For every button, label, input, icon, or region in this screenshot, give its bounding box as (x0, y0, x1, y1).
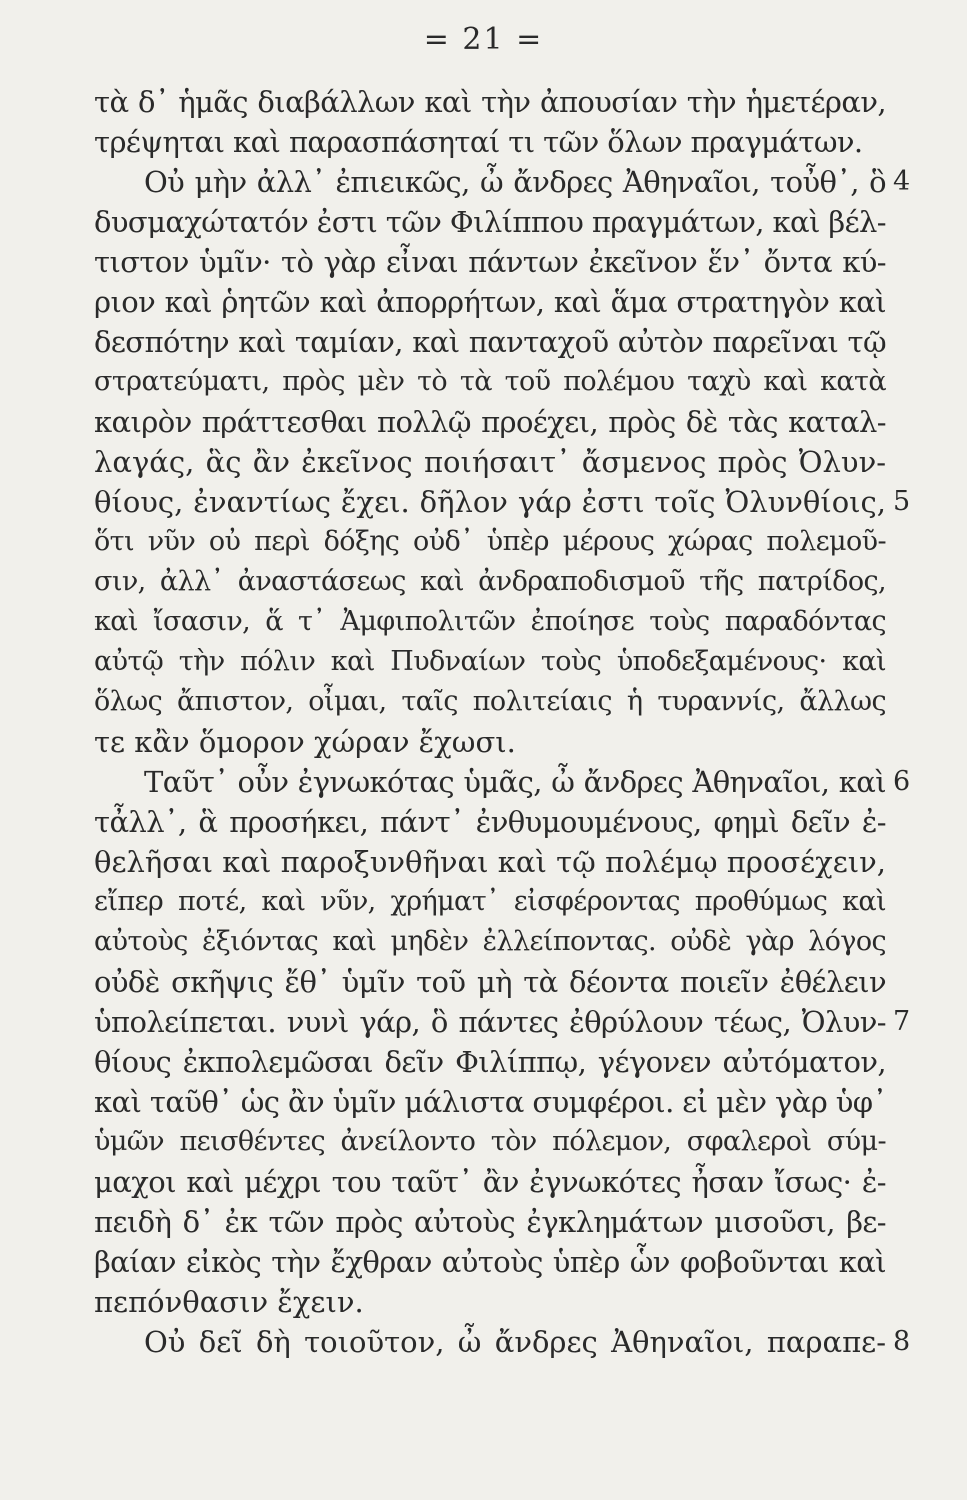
text-line: δεσπότην καὶ ταμίαν, καὶ πανταχοῦ αὐτὸν παρεῖναι τῷ (94, 325, 886, 359)
text-line: καὶ ἴσασιν, ἅ τ᾽ Ἀμφιπολιτῶν ἐποίησε τοὺς παραδόντας (94, 606, 886, 637)
section-number: 6 (893, 766, 911, 797)
text-line: Ταῦτ᾽ οὖν ἐγνωκότας ὑμᾶς, ὦ ἄνδρες Ἀθηναῖοι, καὶ (144, 765, 886, 799)
text-line: δυσμαχώτατόν ἐστι τῶν Φιλίππου πραγμάτων, καὶ βέλ- (94, 205, 886, 239)
text-line: τὰ δ᾽ ἡμᾶς διαβάλλων καὶ τὴν ἀπουσίαν τὴν ἡμετέραν, (94, 85, 886, 119)
text-line: ὑπολείπεται. νυνὶ γάρ, ὃ πάντες ἐθρύλουν τέως, Ὀλυν- (94, 1005, 886, 1039)
text-line: εἴπερ ποτέ, καὶ νῦν, χρήματ᾽ εἰσφέροντας προθύμως καὶ (94, 886, 886, 917)
section-number: 5 (893, 486, 911, 517)
text-line: σιν, ἀλλ᾽ ἀναστάσεως καὶ ἀνδραποδισμοῦ τῆς πατρίδος, (94, 566, 886, 597)
text-line: πειδὴ δ᾽ ἐκ τῶν πρὸς αὐτοὺς ἐγκλημάτων μισοῦσι, βε- (94, 1205, 886, 1239)
text-line: καιρὸν πράττεσθαι πολλῷ προέχει, πρὸς δὲ τὰς καταλ- (94, 405, 886, 439)
text-line: πεπόνθασιν ἔχειν. (94, 1285, 364, 1319)
section-number: 7 (893, 1006, 911, 1037)
text-line: Οὐ δεῖ δὴ τοιοῦτον, ὦ ἄνδρες Ἀθηναῖοι, παραπε- (144, 1325, 886, 1359)
text-line: μαχοι καὶ μέχρι του ταῦτ᾽ ἂν ἐγνωκότες ἦσαν ἴσως· ἐ- (94, 1165, 886, 1199)
page-number: = 21 = (423, 22, 544, 57)
text-line: τἆλλ᾽, ἃ προσήκει, πάντ᾽ ἐνθυμουμένους, φημὶ δεῖν ἐ- (94, 805, 886, 839)
text-line: ὅλως ἄπιστον, οἶμαι, ταῖς πολιτείαις ἡ τυραννίς, ἄλλως (94, 686, 886, 717)
text-line: τρέψηται καὶ παρασπάσηταί τι τῶν ὅλων πραγμάτων. (94, 125, 863, 159)
text-line: βαίαν εἰκὸς τὴν ἔχθραν αὐτοὺς ὑπὲρ ὧν φοβοῦνται καὶ (94, 1245, 886, 1279)
text-line: τε κἂν ὅμορον χώραν ἔχωσι. (94, 725, 516, 759)
text-line: λαγάς, ἃς ἂν ἐκεῖνος ποιήσαιτ᾽ ἄσμενος πρὸς Ὀλυν- (94, 445, 886, 479)
section-number: 8 (893, 1326, 911, 1357)
text-line: Οὐ μὴν ἀλλ᾽ ἐπιεικῶς, ὦ ἄνδρες Ἀθηναῖοι, τοὖθ᾽, ὃ (144, 165, 886, 199)
text-line: ὑμῶν πεισθέντες ἀνείλοντο τὸν πόλεμον, σφαλεροὶ σύμ- (94, 1126, 886, 1157)
text-line: στρατεύματι, πρὸς μὲν τὸ τὰ τοῦ πολέμου ταχὺ καὶ κατὰ (94, 366, 886, 397)
text-line: θελῆσαι καὶ παροξυνθῆναι καὶ τῷ πολέμῳ προσέχειν, (94, 845, 886, 879)
text-line: αὐτοὺς ἐξιόντας καὶ μηδὲν ἐλλείποντας. οὐδὲ γὰρ λόγος (94, 926, 886, 957)
text-line: καὶ ταῦθ᾽ ὡς ἂν ὑμῖν μάλιστα συμφέροι. εἰ μὲν γὰρ ὑφ᾽ (94, 1085, 887, 1119)
text-line: αὐτῷ τὴν πόλιν καὶ Πυδναίων τοὺς ὑποδεξαμένους· καὶ (94, 646, 886, 677)
text-line: θίους, ἐναντίως ἔχει. δῆλον γάρ ἐστι τοῖς Ὀλυνθίοις, (94, 485, 886, 519)
text-line: θίους ἐκπολεμῶσαι δεῖν Φιλίππῳ, γέγονεν αὐτόματον, (94, 1045, 886, 1079)
text-line: τιστον ὑμῖν· τὸ γὰρ εἶναι πάντων ἐκεῖνον ἕν᾽ ὄντα κύ- (94, 245, 886, 279)
text-block (94, 82, 886, 1362)
text-line: ριον καὶ ῥητῶν καὶ ἀπορρήτων, καὶ ἅμα στρατηγὸν καὶ (94, 285, 886, 319)
section-number: 4 (893, 166, 911, 197)
text-line: ὅτι νῦν οὐ περὶ δόξης οὐδ᾽ ὑπὲρ μέρους χώρας πολεμοῦ- (94, 526, 886, 557)
text-line: οὐδὲ σκῆψις ἔθ᾽ ὑμῖν τοῦ μὴ τὰ δέοντα ποιεῖν ἐθέλειν (94, 965, 886, 999)
